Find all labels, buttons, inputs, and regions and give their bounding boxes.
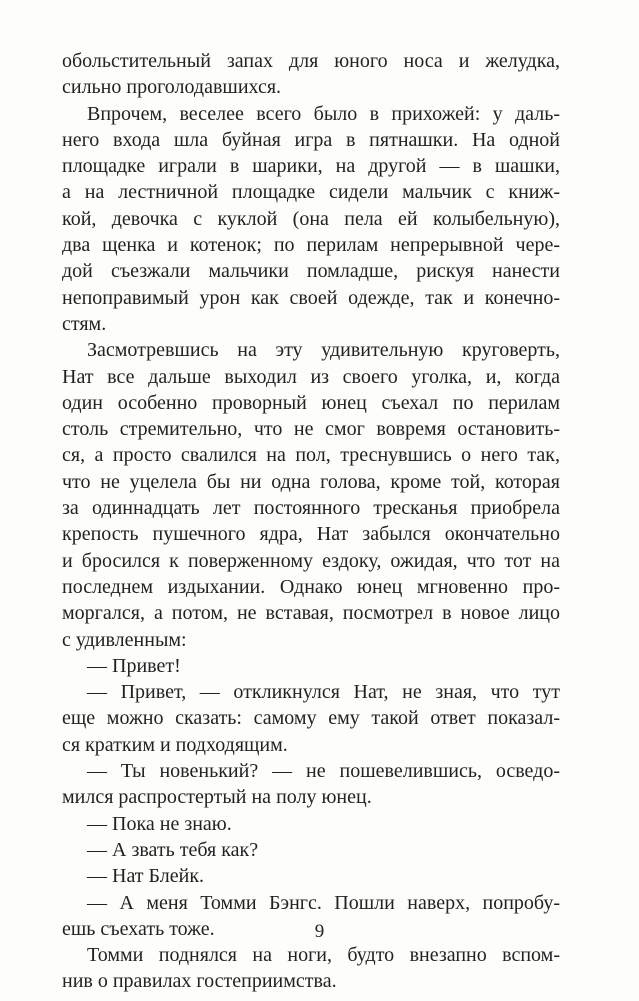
text-line: нив о правилах гостеприимства. (62, 970, 337, 993)
text-line: последнем издыхании. Однако юнец мгновенно про- (62, 575, 560, 598)
text-line: — А звать тебя как? (87, 838, 259, 861)
text-line: Засмотревшись на эту удивительную круговерть, (87, 339, 560, 362)
text-line: — А меня Томми Бэнгс. Пошли наверх, попробу- (87, 891, 560, 914)
text-line: а на лестничной площадке сидели мальчик с книж- (62, 181, 560, 204)
text-line: дой съезжали мальчики помладше, рискуя нанести (62, 260, 560, 283)
text-line: — Привет, — откликнулся Нат, не зная, что тут (87, 681, 560, 704)
text-line: — Нат Блейк. (87, 865, 205, 888)
text-line: моргался, а потом, не вставая, посмотрел в новое лицо (62, 602, 560, 625)
text-line: кой, девочка с куклой (она пела ей колыбельную), (62, 207, 560, 230)
text-line: ешь съехать тоже. (62, 917, 215, 940)
text-line: стям. (62, 312, 107, 335)
text-line: — Привет! (87, 654, 181, 677)
text-line: площадке играли в шарики, на другой — в шашки, (62, 155, 560, 178)
text-line: Томми поднялся на ноги, будто внезапно вспом- (87, 944, 560, 967)
page-number: 9 (314, 921, 325, 942)
text-line: Впрочем, веселее всего было в прихожей: у даль- (87, 102, 560, 125)
text-line: еще можно сказать: самому ему такой ответ показал- (62, 707, 560, 730)
text-line: сильно проголодавшихся. (62, 76, 282, 99)
text-line: мился распростертый на полу юнец. (62, 786, 372, 809)
text-line: с удивленным: (62, 628, 187, 651)
text-line: два щенка и котенок; по перилам непрерывной чере- (62, 234, 560, 257)
text-line: него входа шла буйная игра в пятнашки. На одной (62, 128, 560, 151)
text-line: столь стремительно, что не смог вовремя остановить- (62, 418, 560, 441)
text-line: ся кратким и подходящим. (62, 733, 288, 756)
text-line: обольстительный запах для юного носа и желудка, (62, 50, 560, 72)
text-line: — Пока не знаю. (87, 812, 232, 835)
text-line: — Ты новенький? — не пошевелившись, осведо- (87, 760, 560, 783)
text-line: и бросился к поверженному ездоку, ожидая, что тот на (62, 549, 560, 572)
text-line: за одиннадцать лет постоянного треcканья приобрела (62, 497, 560, 520)
text-line: Нат все дальше выходил из своего уголка, и, когда (62, 365, 560, 388)
text-line: что не уцелела бы ни одна голова, кроме той, которая (62, 470, 560, 493)
body-text (62, 48, 560, 995)
text-line: ся, а просто свалился на пол, треснувшись о него так, (62, 444, 560, 467)
text-line: крепость пушечного ядра, Нат забылся окончательно (62, 523, 560, 546)
text-line: один особенно проворный юнец съехал по перилам (62, 391, 560, 414)
text-line: непоправимый урон как своей одежде, так и конечно- (62, 286, 560, 309)
